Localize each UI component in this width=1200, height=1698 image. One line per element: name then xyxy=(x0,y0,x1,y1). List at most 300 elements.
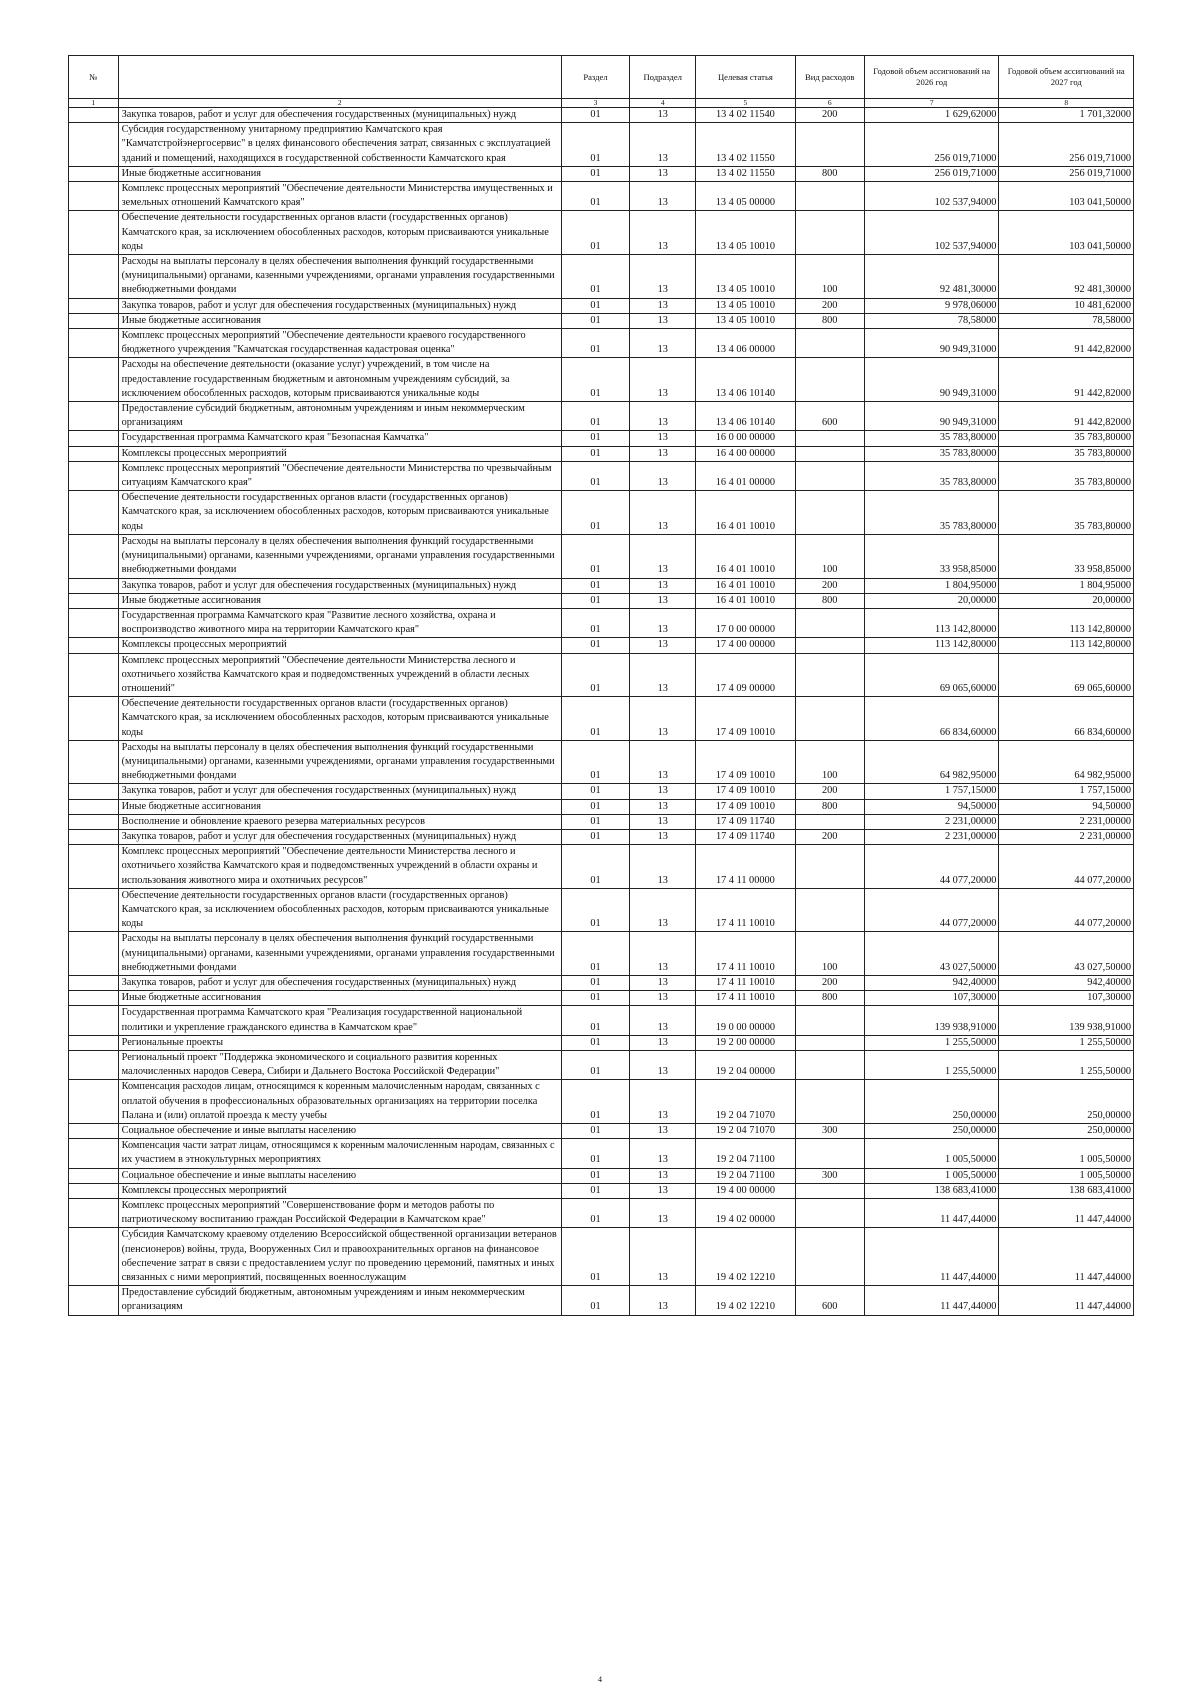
cell-num xyxy=(69,1183,119,1198)
cell-subsection: 13 xyxy=(630,461,696,490)
cell-name: Комплекс процессных мероприятий "Обеспечение деятельности Министерства лесного и охотничьего хозяйства Камчатского края и подведомственных учреждений в области лесных отношений" xyxy=(118,653,561,697)
table-row xyxy=(69,534,1134,578)
cell-name: Социальное обеспечение и иные выплаты населению xyxy=(118,1168,561,1183)
cell-name: Расходы на выплаты персоналу в целях обеспечения выполнения функций государственными (муниципальными) органами, казенными учреждениями, органами управления государственными внебюджетными фондами xyxy=(118,255,561,299)
cell-num xyxy=(69,313,119,328)
cell-amount-2026: 9 978,06000 xyxy=(864,298,999,313)
cell-expense-type: 100 xyxy=(795,534,864,578)
cell-subsection: 13 xyxy=(630,608,696,637)
cell-amount-2027: 35 783,80000 xyxy=(999,461,1134,490)
cell-section: 01 xyxy=(561,1228,629,1286)
cell-amount-2026: 1 255,50000 xyxy=(864,1035,999,1050)
table-row xyxy=(69,1051,1134,1080)
cell-target-article: 13 4 06 10140 xyxy=(696,358,795,402)
cell-section: 01 xyxy=(561,653,629,697)
cell-amount-2027: 35 783,80000 xyxy=(999,491,1134,535)
cell-amount-2026: 138 683,41000 xyxy=(864,1183,999,1198)
column-number: 8 xyxy=(999,99,1134,108)
cell-amount-2027: 94,50000 xyxy=(999,799,1134,814)
cell-subsection: 13 xyxy=(630,1006,696,1035)
cell-amount-2027: 1 255,50000 xyxy=(999,1051,1134,1080)
cell-target-article: 13 4 02 11550 xyxy=(696,166,795,181)
cell-amount-2026: 256 019,71000 xyxy=(864,166,999,181)
cell-target-article: 17 4 11 10010 xyxy=(696,975,795,990)
table-row xyxy=(69,784,1134,799)
table-row xyxy=(69,845,1134,889)
cell-amount-2027: 78,58000 xyxy=(999,313,1134,328)
cell-section: 01 xyxy=(561,166,629,181)
cell-expense-type xyxy=(795,123,864,167)
table-row xyxy=(69,1139,1134,1168)
cell-expense-type xyxy=(795,845,864,889)
cell-section: 01 xyxy=(561,123,629,167)
cell-name: Социальное обеспечение и иные выплаты населению xyxy=(118,1124,561,1139)
cell-section: 01 xyxy=(561,108,629,123)
table-row xyxy=(69,1286,1134,1315)
cell-num xyxy=(69,402,119,431)
cell-subsection: 13 xyxy=(630,255,696,299)
cell-subsection: 13 xyxy=(630,888,696,932)
header-section: Раздел xyxy=(561,56,629,99)
table-row xyxy=(69,1080,1134,1124)
cell-amount-2027: 44 077,20000 xyxy=(999,845,1134,889)
cell-name: Комплекс процессных мероприятий "Обеспечение деятельности краевого государственного бюджетного учреждения "Камчатская государственная кадастровая оценка" xyxy=(118,329,561,358)
cell-num xyxy=(69,1286,119,1315)
cell-expense-type: 800 xyxy=(795,593,864,608)
cell-amount-2027: 138 683,41000 xyxy=(999,1183,1134,1198)
cell-name: Обеспечение деятельности государственных органов власти (государственных органов) Камчатского края, за исключением обособленных расходов, которым присваиваются уникальные коды xyxy=(118,888,561,932)
cell-amount-2026: 90 949,31000 xyxy=(864,329,999,358)
cell-expense-type xyxy=(795,1199,864,1228)
cell-expense-type xyxy=(795,888,864,932)
page-number: 4 xyxy=(598,1675,602,1684)
cell-amount-2027: 256 019,71000 xyxy=(999,123,1134,167)
cell-name: Комплексы процессных мероприятий xyxy=(118,1183,561,1198)
cell-amount-2027: 11 447,44000 xyxy=(999,1228,1134,1286)
cell-section: 01 xyxy=(561,313,629,328)
cell-amount-2026: 1 804,95000 xyxy=(864,578,999,593)
cell-target-article: 17 4 09 10010 xyxy=(696,740,795,784)
cell-num xyxy=(69,932,119,976)
cell-num xyxy=(69,814,119,829)
cell-expense-type xyxy=(795,653,864,697)
cell-target-article: 16 0 00 00000 xyxy=(696,431,795,446)
cell-name: Закупка товаров, работ и услуг для обеспечения государственных (муниципальных) нужд xyxy=(118,298,561,313)
table-row xyxy=(69,108,1134,123)
cell-section: 01 xyxy=(561,1124,629,1139)
cell-subsection: 13 xyxy=(630,991,696,1006)
cell-expense-type xyxy=(795,814,864,829)
cell-target-article: 19 0 00 00000 xyxy=(696,1006,795,1035)
cell-num xyxy=(69,799,119,814)
cell-num xyxy=(69,1051,119,1080)
table-row xyxy=(69,1006,1134,1035)
cell-num xyxy=(69,182,119,211)
table-row xyxy=(69,932,1134,976)
cell-section: 01 xyxy=(561,402,629,431)
cell-section: 01 xyxy=(561,740,629,784)
cell-amount-2027: 250,00000 xyxy=(999,1080,1134,1124)
cell-target-article: 17 4 09 00000 xyxy=(696,653,795,697)
header-expense-type: Вид расходов xyxy=(795,56,864,99)
cell-target-article: 17 4 09 11740 xyxy=(696,829,795,844)
cell-amount-2026: 113 142,80000 xyxy=(864,608,999,637)
cell-amount-2026: 35 783,80000 xyxy=(864,446,999,461)
cell-target-article: 13 4 06 10140 xyxy=(696,402,795,431)
cell-target-article: 17 4 11 10010 xyxy=(696,888,795,932)
cell-name: Предоставление субсидий бюджетным, автономным учреждениям и иным некоммерческим организациям xyxy=(118,402,561,431)
cell-name: Иные бюджетные ассигнования xyxy=(118,166,561,181)
cell-section: 01 xyxy=(561,799,629,814)
cell-amount-2026: 35 783,80000 xyxy=(864,431,999,446)
cell-subsection: 13 xyxy=(630,182,696,211)
cell-name: Расходы на выплаты персоналу в целях обеспечения выполнения функций государственными (муниципальными) органами, казенными учреждениями, органами управления государственными внебюджетными фондами xyxy=(118,932,561,976)
cell-name: Государственная программа Камчатского края "Реализация государственной национальной политики и укрепление гражданского единства в Камчатском крае" xyxy=(118,1006,561,1035)
table-row xyxy=(69,431,1134,446)
cell-target-article: 13 4 05 10010 xyxy=(696,255,795,299)
cell-subsection: 13 xyxy=(630,1199,696,1228)
cell-amount-2026: 92 481,30000 xyxy=(864,255,999,299)
cell-subsection: 13 xyxy=(630,799,696,814)
cell-num xyxy=(69,888,119,932)
column-number: 4 xyxy=(630,99,696,108)
cell-expense-type: 800 xyxy=(795,799,864,814)
cell-target-article: 19 4 02 12210 xyxy=(696,1228,795,1286)
column-number: 6 xyxy=(795,99,864,108)
cell-amount-2027: 1 804,95000 xyxy=(999,578,1134,593)
cell-name: Государственная программа Камчатского края "Безопасная Камчатка" xyxy=(118,431,561,446)
cell-target-article: 19 2 04 71100 xyxy=(696,1139,795,1168)
table-row xyxy=(69,608,1134,637)
header-amount-2027: Годовой объем ассигнований на 2027 год xyxy=(999,56,1134,99)
cell-name: Обеспечение деятельности государственных органов власти (государственных органов) Камчатского края, за исключением обособленных расходов, которым присваиваются уникальные коды xyxy=(118,211,561,255)
cell-amount-2026: 11 447,44000 xyxy=(864,1286,999,1315)
header-name xyxy=(118,56,561,99)
cell-name: Закупка товаров, работ и услуг для обеспечения государственных (муниципальных) нужд xyxy=(118,108,561,123)
cell-name: Комплексы процессных мероприятий xyxy=(118,638,561,653)
cell-num xyxy=(69,329,119,358)
cell-subsection: 13 xyxy=(630,1168,696,1183)
cell-section: 01 xyxy=(561,697,629,741)
cell-amount-2027: 35 783,80000 xyxy=(999,431,1134,446)
cell-subsection: 13 xyxy=(630,1051,696,1080)
cell-num xyxy=(69,534,119,578)
cell-subsection: 13 xyxy=(630,1139,696,1168)
cell-subsection: 13 xyxy=(630,1286,696,1315)
cell-expense-type: 100 xyxy=(795,932,864,976)
cell-amount-2027: 256 019,71000 xyxy=(999,166,1134,181)
cell-amount-2026: 2 231,00000 xyxy=(864,829,999,844)
cell-subsection: 13 xyxy=(630,1183,696,1198)
cell-section: 01 xyxy=(561,784,629,799)
cell-amount-2027: 1 005,50000 xyxy=(999,1139,1134,1168)
column-number: 2 xyxy=(118,99,561,108)
table-row xyxy=(69,182,1134,211)
cell-num xyxy=(69,1228,119,1286)
cell-amount-2027: 92 481,30000 xyxy=(999,255,1134,299)
cell-name: Иные бюджетные ассигнования xyxy=(118,593,561,608)
cell-amount-2027: 103 041,50000 xyxy=(999,211,1134,255)
cell-section: 01 xyxy=(561,814,629,829)
cell-amount-2026: 94,50000 xyxy=(864,799,999,814)
cell-amount-2026: 107,30000 xyxy=(864,991,999,1006)
cell-expense-type xyxy=(795,491,864,535)
cell-amount-2027: 11 447,44000 xyxy=(999,1199,1134,1228)
cell-num xyxy=(69,1139,119,1168)
table-row xyxy=(69,740,1134,784)
cell-amount-2026: 2 231,00000 xyxy=(864,814,999,829)
cell-amount-2027: 2 231,00000 xyxy=(999,814,1134,829)
cell-subsection: 13 xyxy=(630,329,696,358)
cell-amount-2026: 1 255,50000 xyxy=(864,1051,999,1080)
table-row xyxy=(69,446,1134,461)
cell-target-article: 17 0 00 00000 xyxy=(696,608,795,637)
cell-amount-2026: 44 077,20000 xyxy=(864,845,999,889)
cell-amount-2027: 250,00000 xyxy=(999,1124,1134,1139)
cell-subsection: 13 xyxy=(630,108,696,123)
cell-amount-2027: 91 442,82000 xyxy=(999,402,1134,431)
cell-target-article: 19 2 04 00000 xyxy=(696,1051,795,1080)
cell-target-article: 16 4 01 10010 xyxy=(696,593,795,608)
cell-amount-2026: 78,58000 xyxy=(864,313,999,328)
cell-target-article: 17 4 09 10010 xyxy=(696,799,795,814)
cell-expense-type: 300 xyxy=(795,1168,864,1183)
cell-amount-2026: 66 834,60000 xyxy=(864,697,999,741)
cell-section: 01 xyxy=(561,255,629,299)
cell-amount-2027: 43 027,50000 xyxy=(999,932,1134,976)
cell-subsection: 13 xyxy=(630,784,696,799)
cell-name: Компенсация расходов лицам, относящимся к коренным малочисленным народам, связанных с оплатой обучения в профессиональных образовательных организациях на территории поселка Палана и (или) оплатой проезда к месту учебы xyxy=(118,1080,561,1124)
column-number: 5 xyxy=(696,99,795,108)
cell-section: 01 xyxy=(561,461,629,490)
cell-amount-2026: 33 958,85000 xyxy=(864,534,999,578)
cell-expense-type xyxy=(795,697,864,741)
cell-subsection: 13 xyxy=(630,313,696,328)
table-row xyxy=(69,211,1134,255)
cell-num xyxy=(69,211,119,255)
table-body xyxy=(69,108,1134,1316)
cell-amount-2026: 44 077,20000 xyxy=(864,888,999,932)
cell-target-article: 19 4 02 12210 xyxy=(696,1286,795,1315)
cell-section: 01 xyxy=(561,845,629,889)
cell-target-article: 13 4 05 10010 xyxy=(696,211,795,255)
cell-amount-2026: 1 629,62000 xyxy=(864,108,999,123)
cell-expense-type: 200 xyxy=(795,298,864,313)
table-row xyxy=(69,298,1134,313)
table-row xyxy=(69,991,1134,1006)
cell-expense-type: 200 xyxy=(795,975,864,990)
cell-num xyxy=(69,461,119,490)
cell-target-article: 17 4 11 10010 xyxy=(696,932,795,976)
cell-name: Комплексы процессных мероприятий xyxy=(118,446,561,461)
table-row xyxy=(69,123,1134,167)
cell-num xyxy=(69,1006,119,1035)
cell-section: 01 xyxy=(561,1080,629,1124)
cell-subsection: 13 xyxy=(630,1124,696,1139)
cell-expense-type xyxy=(795,211,864,255)
cell-num xyxy=(69,431,119,446)
cell-expense-type xyxy=(795,358,864,402)
cell-section: 01 xyxy=(561,1051,629,1080)
cell-expense-type: 600 xyxy=(795,1286,864,1315)
cell-subsection: 13 xyxy=(630,578,696,593)
cell-target-article: 16 4 01 10010 xyxy=(696,578,795,593)
cell-expense-type: 300 xyxy=(795,1124,864,1139)
cell-expense-type: 800 xyxy=(795,166,864,181)
cell-section: 01 xyxy=(561,491,629,535)
cell-expense-type: 200 xyxy=(795,108,864,123)
cell-subsection: 13 xyxy=(630,829,696,844)
table-row xyxy=(69,1035,1134,1050)
cell-name: Обеспечение деятельности государственных органов власти (государственных органов) Камчатского края, за исключением обособленных расходов, которым присваиваются уникальные коды xyxy=(118,491,561,535)
cell-section: 01 xyxy=(561,829,629,844)
cell-amount-2027: 1 255,50000 xyxy=(999,1035,1134,1050)
cell-amount-2027: 1 701,32000 xyxy=(999,108,1134,123)
cell-section: 01 xyxy=(561,608,629,637)
cell-target-article: 17 4 09 11740 xyxy=(696,814,795,829)
cell-subsection: 13 xyxy=(630,211,696,255)
cell-section: 01 xyxy=(561,358,629,402)
cell-amount-2026: 250,00000 xyxy=(864,1124,999,1139)
cell-name: Иные бюджетные ассигнования xyxy=(118,991,561,1006)
cell-expense-type xyxy=(795,638,864,653)
cell-amount-2027: 113 142,80000 xyxy=(999,608,1134,637)
cell-num xyxy=(69,1080,119,1124)
budget-table xyxy=(68,55,1134,1316)
cell-expense-type xyxy=(795,446,864,461)
cell-amount-2027: 91 442,82000 xyxy=(999,329,1134,358)
cell-section: 01 xyxy=(561,1199,629,1228)
cell-target-article: 16 4 01 10010 xyxy=(696,534,795,578)
cell-expense-type xyxy=(795,1080,864,1124)
cell-target-article: 13 4 05 10010 xyxy=(696,298,795,313)
cell-amount-2026: 64 982,95000 xyxy=(864,740,999,784)
cell-target-article: 19 2 00 00000 xyxy=(696,1035,795,1050)
table-row xyxy=(69,697,1134,741)
cell-amount-2026: 113 142,80000 xyxy=(864,638,999,653)
cell-amount-2026: 250,00000 xyxy=(864,1080,999,1124)
cell-name: Обеспечение деятельности государственных органов власти (государственных органов) Камчатского края, за исключением обособленных расходов, которым присваиваются уникальные коды xyxy=(118,697,561,741)
cell-num xyxy=(69,446,119,461)
cell-amount-2027: 139 938,91000 xyxy=(999,1006,1134,1035)
cell-name: Закупка товаров, работ и услуг для обеспечения государственных (муниципальных) нужд xyxy=(118,829,561,844)
cell-section: 01 xyxy=(561,534,629,578)
table-row xyxy=(69,1168,1134,1183)
cell-amount-2027: 1 757,15000 xyxy=(999,784,1134,799)
cell-target-article: 19 4 00 00000 xyxy=(696,1183,795,1198)
cell-expense-type: 800 xyxy=(795,991,864,1006)
cell-subsection: 13 xyxy=(630,814,696,829)
cell-num xyxy=(69,123,119,167)
cell-amount-2027: 66 834,60000 xyxy=(999,697,1134,741)
cell-num xyxy=(69,491,119,535)
cell-section: 01 xyxy=(561,932,629,976)
cell-amount-2027: 91 442,82000 xyxy=(999,358,1134,402)
cell-section: 01 xyxy=(561,1035,629,1050)
cell-expense-type xyxy=(795,182,864,211)
table-row xyxy=(69,329,1134,358)
table-row xyxy=(69,255,1134,299)
cell-amount-2027: 20,00000 xyxy=(999,593,1134,608)
cell-num xyxy=(69,653,119,697)
cell-amount-2026: 256 019,71000 xyxy=(864,123,999,167)
cell-name: Восполнение и обновление краевого резерва материальных ресурсов xyxy=(118,814,561,829)
cell-target-article: 17 4 11 00000 xyxy=(696,845,795,889)
cell-subsection: 13 xyxy=(630,1035,696,1050)
cell-section: 01 xyxy=(561,1286,629,1315)
cell-amount-2027: 64 982,95000 xyxy=(999,740,1134,784)
header-num: № xyxy=(69,56,119,99)
table-row xyxy=(69,888,1134,932)
cell-num xyxy=(69,255,119,299)
table-row xyxy=(69,829,1134,844)
cell-num xyxy=(69,578,119,593)
cell-target-article: 13 4 02 11540 xyxy=(696,108,795,123)
table-row xyxy=(69,653,1134,697)
cell-expense-type xyxy=(795,1228,864,1286)
cell-amount-2027: 11 447,44000 xyxy=(999,1286,1134,1315)
cell-amount-2027: 35 783,80000 xyxy=(999,446,1134,461)
cell-section: 01 xyxy=(561,211,629,255)
cell-section: 01 xyxy=(561,1139,629,1168)
cell-amount-2026: 942,40000 xyxy=(864,975,999,990)
cell-amount-2026: 35 783,80000 xyxy=(864,491,999,535)
table-row xyxy=(69,638,1134,653)
cell-subsection: 13 xyxy=(630,932,696,976)
cell-amount-2027: 1 005,50000 xyxy=(999,1168,1134,1183)
cell-expense-type xyxy=(795,1183,864,1198)
cell-name: Расходы на выплаты персоналу в целях обеспечения выполнения функций государственными (муниципальными) органами, казенными учреждениями, органами управления государственными внебюджетными фондами xyxy=(118,740,561,784)
cell-target-article: 19 4 02 00000 xyxy=(696,1199,795,1228)
cell-name: Комплекс процессных мероприятий "Совершенствование форм и методов работы по патриотическому воспитанию граждан Российской Федерации в Камчатском крае" xyxy=(118,1199,561,1228)
cell-subsection: 13 xyxy=(630,166,696,181)
cell-name: Иные бюджетные ассигнования xyxy=(118,799,561,814)
cell-name: Комплекс процессных мероприятий "Обеспечение деятельности Министерства имущественных и земельных отношений Камчатского края" xyxy=(118,182,561,211)
cell-name: Расходы на обеспечение деятельности (оказание услуг) учреждений, в том числе на предоставление государственным бюджетным и автономным учреждениям субсидий, за исключением обособленных расходов, которым присваиваются уникальные коды xyxy=(118,358,561,402)
table-row xyxy=(69,975,1134,990)
cell-subsection: 13 xyxy=(630,491,696,535)
table-row xyxy=(69,491,1134,535)
cell-amount-2026: 11 447,44000 xyxy=(864,1199,999,1228)
cell-num xyxy=(69,638,119,653)
cell-section: 01 xyxy=(561,975,629,990)
cell-target-article: 17 4 11 10010 xyxy=(696,991,795,1006)
cell-num xyxy=(69,784,119,799)
cell-amount-2027: 33 958,85000 xyxy=(999,534,1134,578)
cell-name: Субсидия Камчатскому краевому отделению Всероссийской общественной организации ветеранов (пенсионеров) войны, труда, Вооруженных Сил и правоохранительных органов на финансовое обеспечение затрат в связи с предоставлением услуг по проведению церемоний, памятных и иных связанных с ними мероприятий, посвященных военнослужащим xyxy=(118,1228,561,1286)
header-subsection: Подраздел xyxy=(630,56,696,99)
cell-expense-type xyxy=(795,1035,864,1050)
cell-target-article: 13 4 05 10010 xyxy=(696,313,795,328)
header-row xyxy=(69,56,1134,99)
cell-name: Комплекс процессных мероприятий "Обеспечение деятельности Министерства по чрезвычайным ситуациям Камчатского края" xyxy=(118,461,561,490)
cell-amount-2026: 11 447,44000 xyxy=(864,1228,999,1286)
table-row xyxy=(69,166,1134,181)
cell-section: 01 xyxy=(561,888,629,932)
cell-amount-2026: 69 065,60000 xyxy=(864,653,999,697)
cell-num xyxy=(69,108,119,123)
cell-subsection: 13 xyxy=(630,298,696,313)
cell-expense-type xyxy=(795,1139,864,1168)
cell-expense-type xyxy=(795,1051,864,1080)
cell-name: Предоставление субсидий бюджетным, автономным учреждениям и иным некоммерческим организациям xyxy=(118,1286,561,1315)
cell-expense-type xyxy=(795,329,864,358)
cell-name: Закупка товаров, работ и услуг для обеспечения государственных (муниципальных) нужд xyxy=(118,784,561,799)
cell-section: 01 xyxy=(561,578,629,593)
cell-num xyxy=(69,991,119,1006)
cell-expense-type: 100 xyxy=(795,255,864,299)
table-row xyxy=(69,814,1134,829)
